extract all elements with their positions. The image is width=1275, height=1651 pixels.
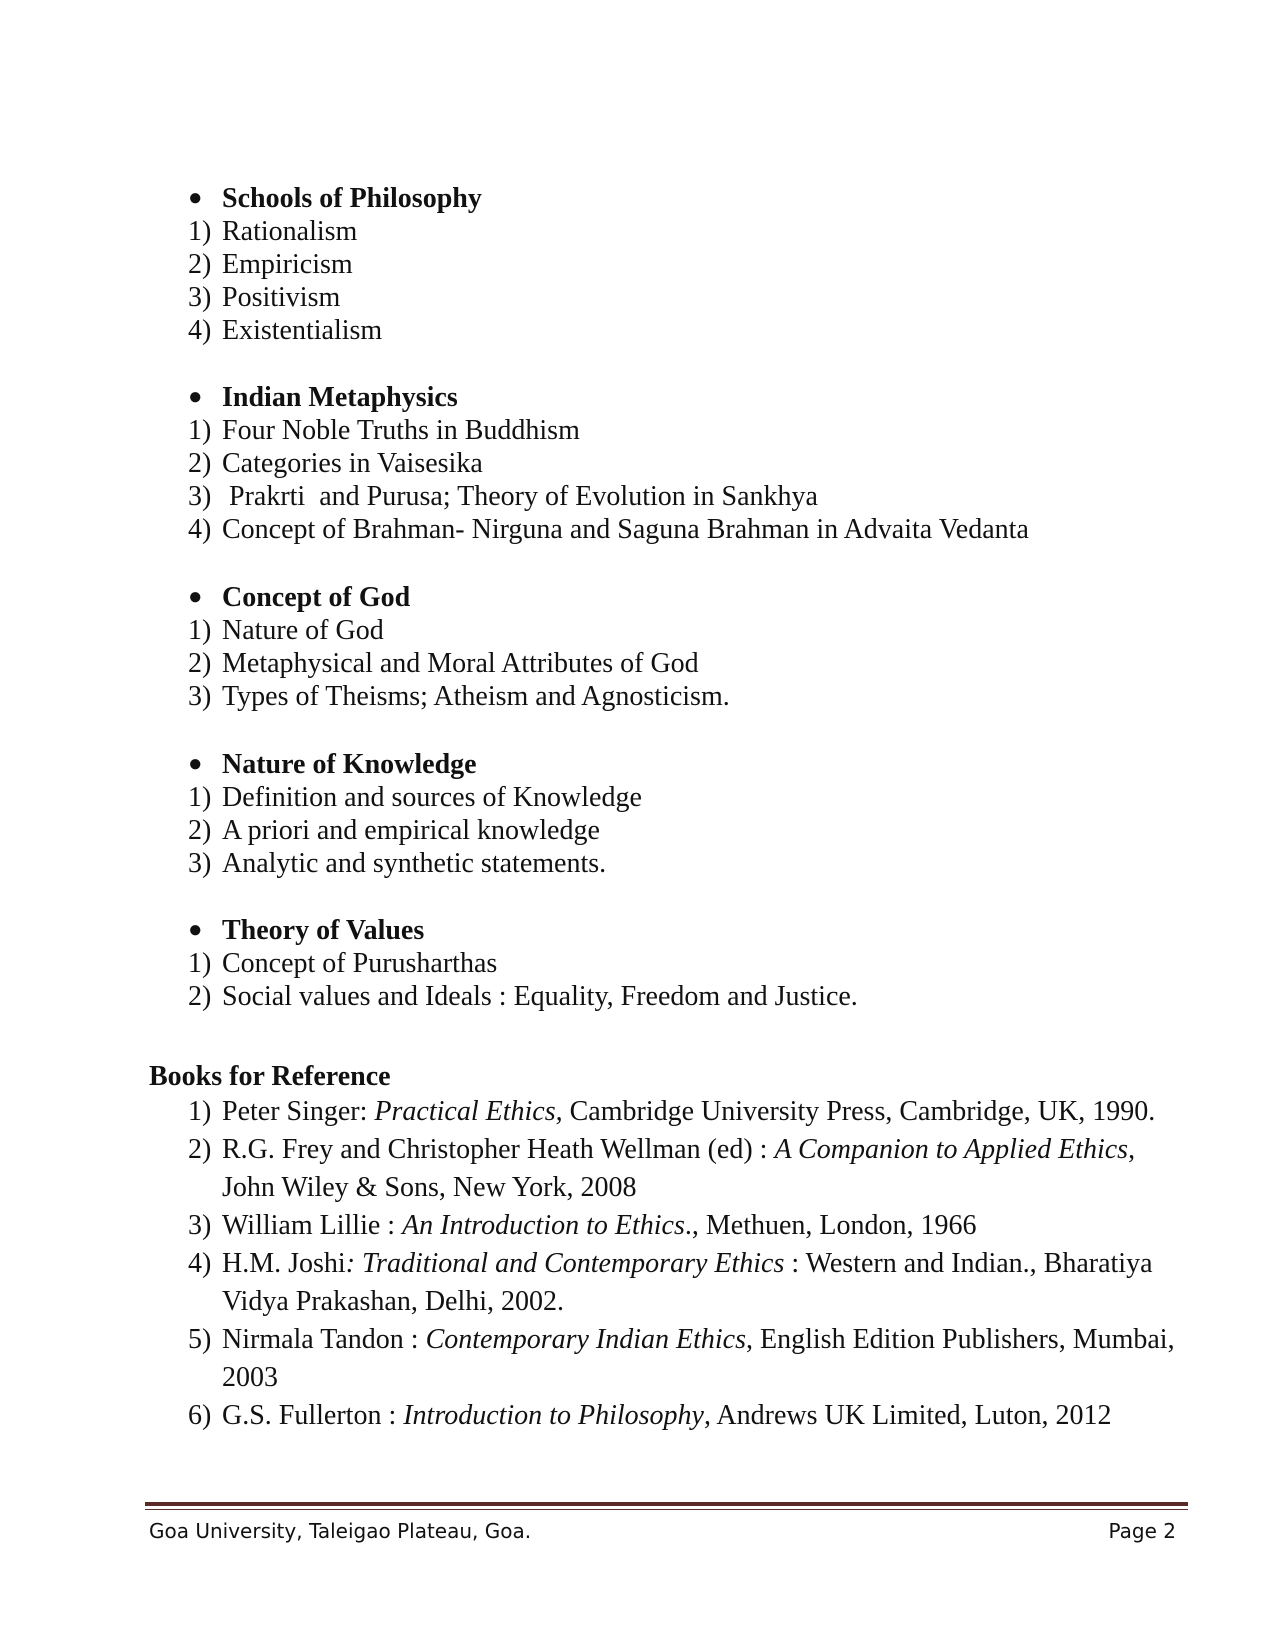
book-title: Introduction to Philosophy — [403, 1400, 704, 1431]
list-item: 2) Empiricism — [188, 249, 353, 280]
reference-item: 1) Peter Singer: Practical Ethics, Cambridge University Press, Cambridge, UK, 1990. — [188, 1096, 1156, 1127]
reference-list — [184, 1093, 1184, 1435]
reference-item: 5) Nirmala Tandon : Contemporary Indian Ethics, English Edition Publishers, Mumbai, 2003 — [188, 1324, 1175, 1393]
bullet-icon: ● — [188, 917, 203, 943]
book-title: Practical Ethics, — [374, 1096, 563, 1127]
book-title: Contemporary Indian Ethics — [425, 1324, 747, 1355]
section-nature-of-knowledge — [184, 748, 1184, 880]
footer-institution: Goa University, Taleigao Plateau, Goa. — [149, 1519, 532, 1543]
list-item: 1) Four Noble Truths in Buddhism — [188, 415, 580, 446]
list-item: 2) Categories in Vaisesika — [188, 448, 483, 479]
list-item: 1) Definition and sources of Knowledge — [188, 782, 642, 813]
section-theory-of-values — [184, 914, 1184, 1013]
footer-rule-thin — [145, 1509, 1188, 1510]
bullet-icon: ● — [188, 185, 203, 211]
book-title: : Traditional and Contemporary Ethics — [345, 1248, 785, 1279]
list-item: 3) Positivism — [188, 282, 341, 313]
section-indian-metaphysics — [184, 381, 1184, 546]
book-title: A Companion to Applied Ethics — [774, 1134, 1129, 1165]
list-item: 2) A priori and empirical knowledge — [188, 815, 600, 846]
list-item: 1) Rationalism — [188, 216, 358, 247]
reference-item: 4) H.M. Joshi: Traditional and Contemporary Ethics : Western and Indian., Bharatiya Vidya Prakashan, Delhi, 2002. — [188, 1248, 1153, 1317]
reference-item: 3) William Lillie : An Introduction to Ethics., Methuen, London, 1966 — [188, 1210, 977, 1241]
section-heading: ● Theory of Values — [188, 915, 425, 946]
section-concept-of-god — [184, 581, 1184, 713]
page-number: Page 2 — [1108, 1519, 1176, 1543]
reference-item: 2) R.G. Frey and Christopher Heath Wellman (ed) : A Companion to Applied Ethics, John Wiley & Sons, New York, 2008 — [188, 1134, 1136, 1203]
section-heading: ● Indian Metaphysics — [188, 382, 458, 413]
section-heading: ● Concept of God — [188, 582, 411, 613]
list-item: 3) Analytic and synthetic statements. — [188, 848, 607, 879]
section-heading: ● Nature of Knowledge — [188, 749, 477, 780]
book-title: An Introduction to Ethics — [402, 1210, 685, 1241]
footer-rule — [145, 1502, 1188, 1506]
list-item: 3) Prakrti and Purusa; Theory of Evolution in Sankhya — [188, 481, 818, 512]
books-heading: Books for Reference — [149, 1061, 391, 1092]
list-item: 4) Concept of Brahman- Nirguna and Saguna Brahman in Advaita Vedanta — [188, 514, 1029, 545]
list-item: 4) Existentialism — [188, 315, 383, 346]
list-item: 1) Nature of God — [188, 615, 384, 646]
section-heading: ● Schools of Philosophy — [188, 183, 482, 214]
list-item: 2) Metaphysical and Moral Attributes of God — [188, 648, 699, 679]
bullet-icon: ● — [188, 751, 203, 777]
reference-item: 6) G.S. Fullerton : Introduction to Philosophy, Andrews UK Limited, Luton, 2012 — [188, 1400, 1112, 1431]
list-item: 2) Social values and Ideals : Equality, Freedom and Justice. — [188, 981, 858, 1012]
list-item: 1) Concept of Purusharthas — [188, 948, 498, 979]
bullet-icon: ● — [188, 384, 203, 410]
section-schools-of-philosophy — [184, 182, 1184, 347]
list-item: 3) Types of Theisms; Atheism and Agnosticism. — [188, 681, 730, 712]
bullet-icon: ● — [188, 584, 203, 610]
